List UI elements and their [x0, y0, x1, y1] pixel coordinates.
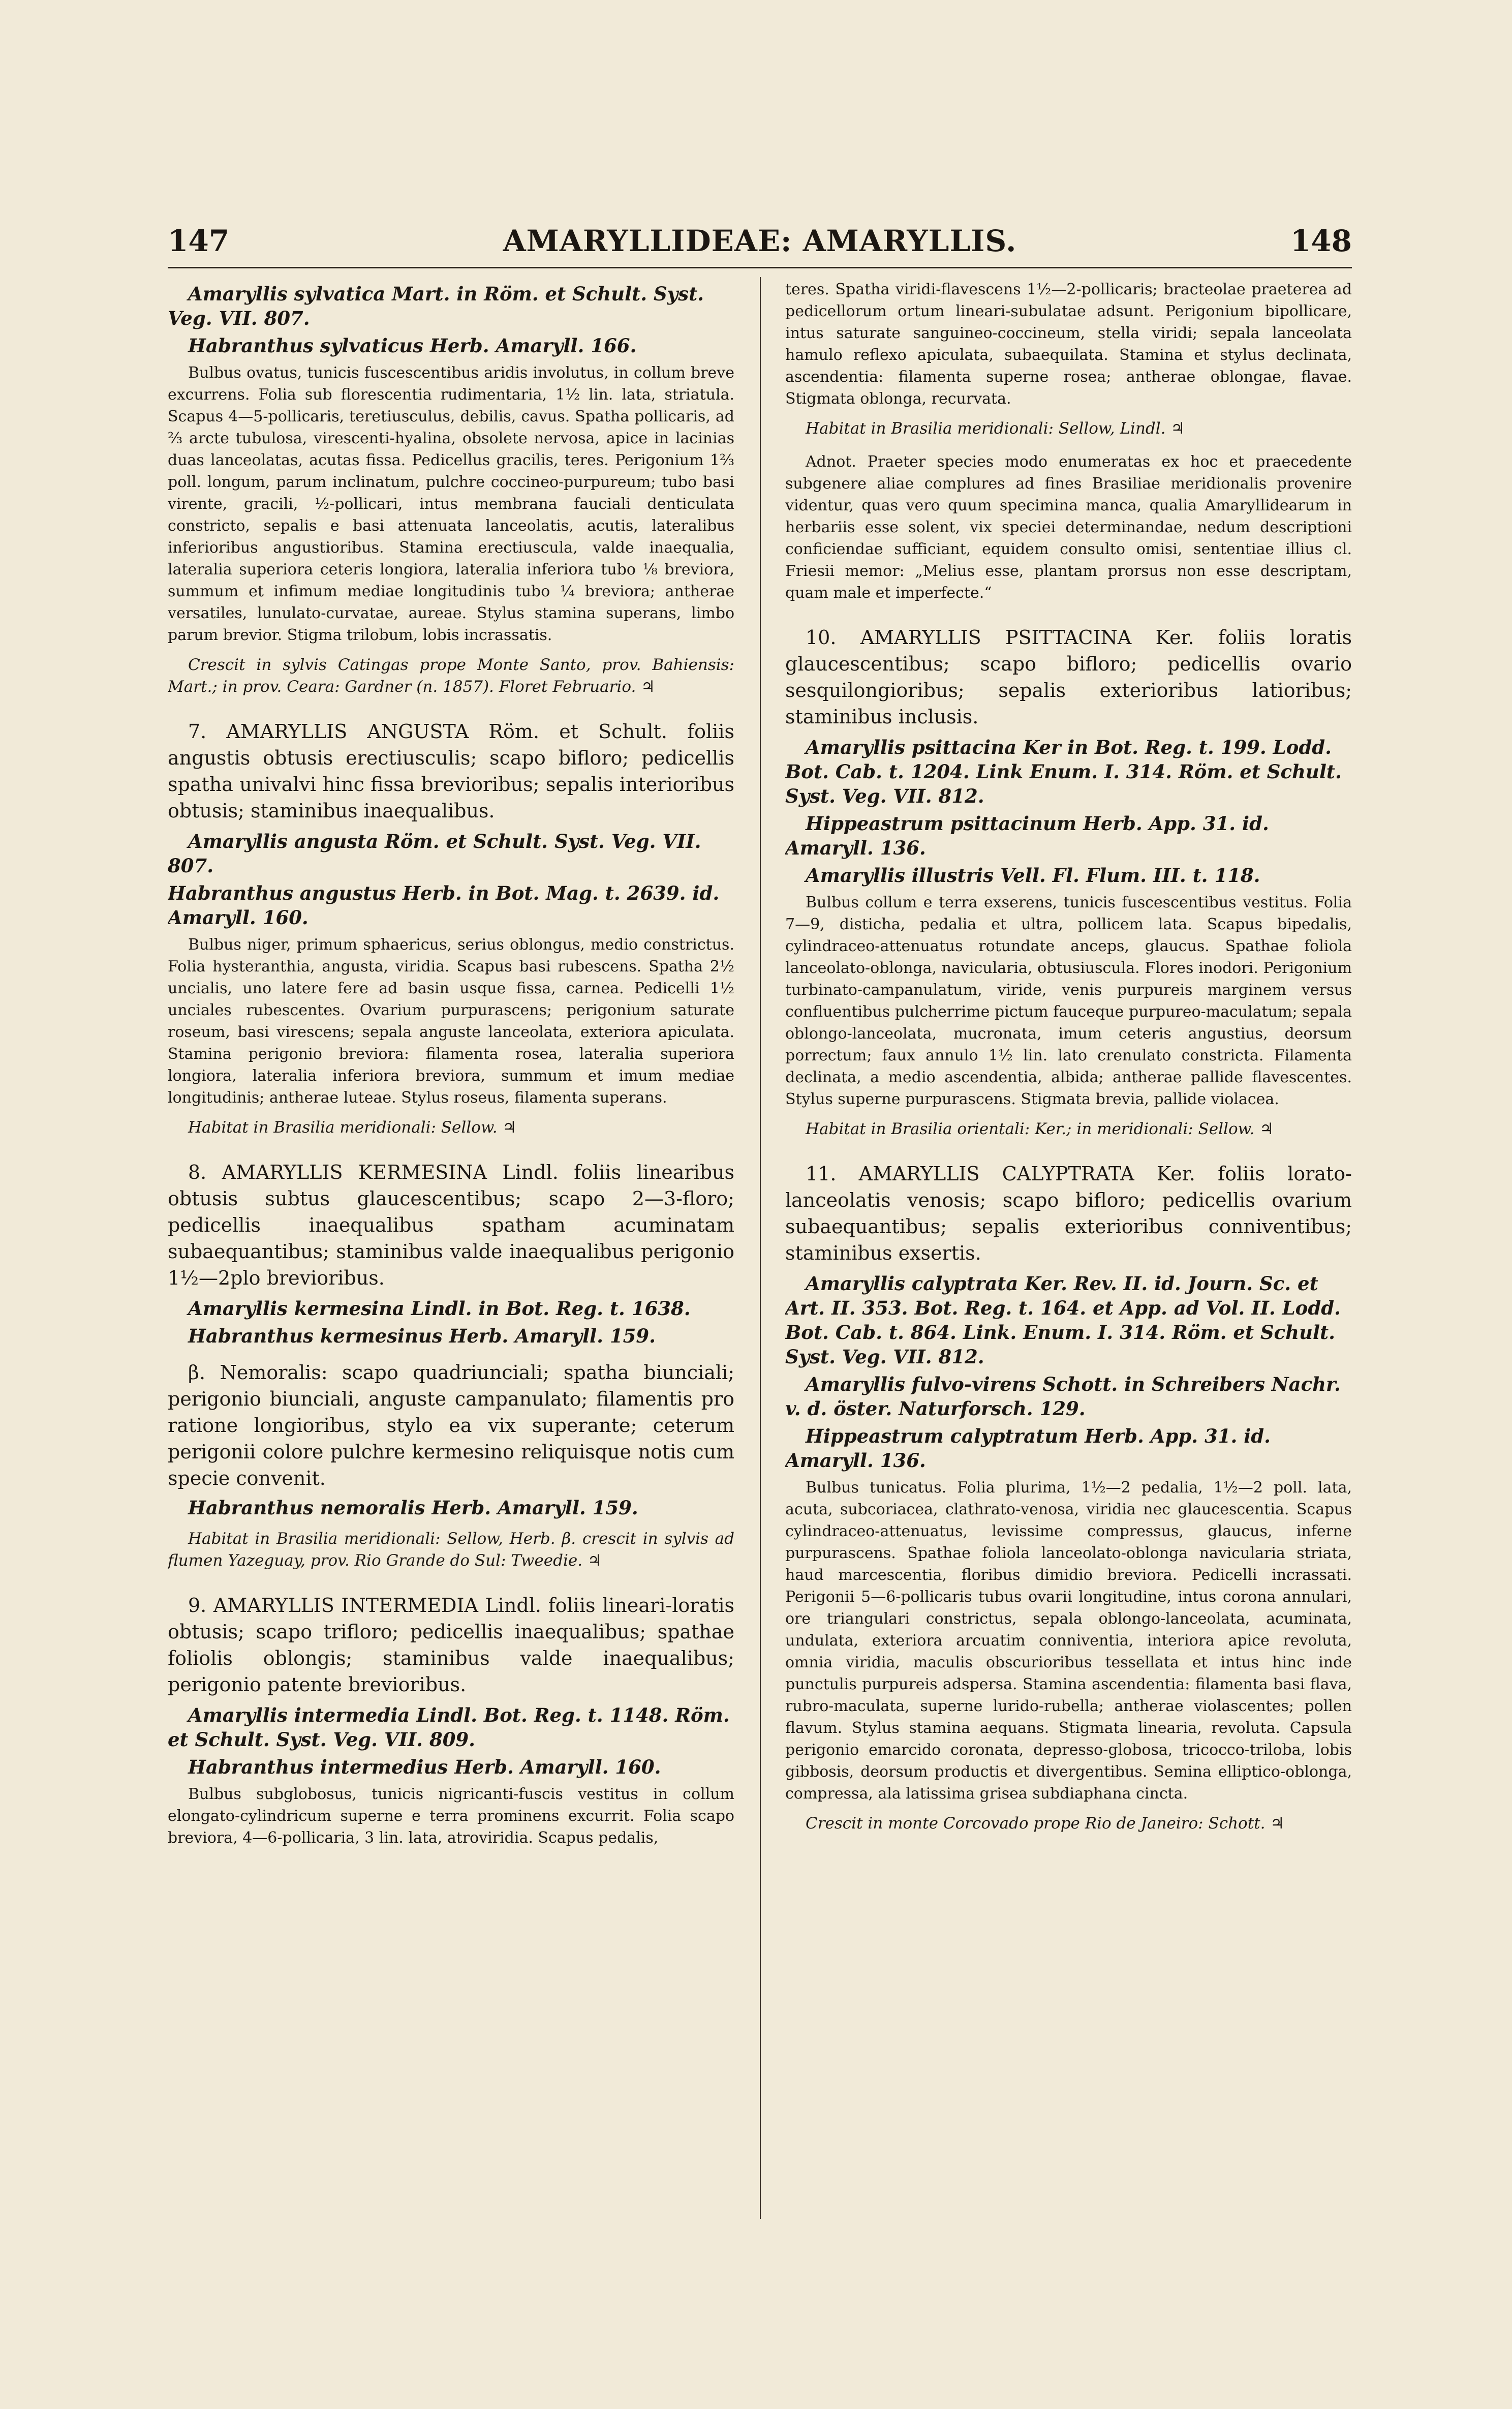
synonym: Habranthus intermedius Herb. Amaryll. 160.	[188, 1756, 661, 1778]
synonym: Amaryllis illustris Vell. Fl. Flum. III. t. 118.	[806, 864, 1260, 887]
description: Bulbus ovatus, tunicis fuscescentibus aridis involutus, in collum breve excurrens. Folia sub florescentia rudimentaria, 1½ lin. lata, striatula. Scapus 4—5-pollicaris, teretiusculus, debilis, cavus. Spatha pollicaris, ad ⅔ arcte tubulosa, virescenti-hyalina, obsolete nervosa, apice in lacinias duas lanceolatas, acutas fissa. Pedicellus gracilis, teres. Perigonium 1⅔ poll. longum, parum inclinatum, pulchre coccineo-purpureum; tubo basi virente, gracili, ½-pollicari, intus membrana fauciali denticulata constricto, sepalis e basi attenuata lanceolatis, acutis, lateralibus inferioribus angustioribus. Stamina erectiuscula, valde inaequalia, lateralia superiora ceteris longiora, lateralia inferiora tubo ⅛ breviora, summum et infimum mediae longitudinis tubo ¼ breviora; antherae versatiles, lunulato-curvatae, aureae. Stylus stamina superans, limbo parum brevior. Stigma trilobum, lobis incrassatis.	[168, 364, 734, 644]
synonym: Amaryllis kermesina Lindl. in Bot. Reg. t. 1638.	[188, 1297, 691, 1320]
synonym: Amaryllis psittacina Ker in Bot. Reg. t. 199. Lodd. Bot. Cab. t. 1204. Link Enum. I. 314. Röm. et Schult. Syst. Veg. VII. 812.	[785, 736, 1342, 807]
species-heading-8: 8. AMARYLLIS KERMESINA Lindl. foliis linearibus obtusis subtus glaucescentibus; scapo 2—3-floro; pedicellis inaequalibus spatham acuminatam subaequantibus; staminibus valde inaequalibus perigonio 1½—2plo brevioribus.	[168, 1161, 734, 1289]
variety-description: β. Nemoralis: scapo quadriunciali; spatha biunciali; perigonio biunciali, anguste campanulato; filamentis pro ratione longioribus, stylo ea vix superante; ceterum perigonii colore pulchre kermesino reliquisque notis cum specie convenit.	[168, 1361, 734, 1489]
habitat: Crescit in sylvis Catingas prope Monte Santo, prov. Bahiensis: Mart.; in prov. Ceara: Gardner (n. 1857). Floret Februario. ♃	[168, 656, 734, 696]
description: Bulbus subglobosus, tunicis nigricanti-fuscis vestitus in collum elongato-cylindricum superne e terra prominens excurrit. Folia scapo breviora, 4—6-pollicaria, 3 lin. lata, atroviridia. Scapus pedalis,	[168, 1785, 734, 1847]
synonym: Habranthus kermesinus Herb. Amaryll. 159.	[188, 1325, 656, 1347]
page-number-left: 147	[168, 224, 230, 258]
left-column	[168, 279, 734, 2225]
synonym: Hippeastrum calyptratum Herb. App. 31. id. Amaryll. 136.	[785, 1425, 1271, 1472]
description: Bulbus collum e terra exserens, tunicis fuscescentibus vestitus. Folia 7—9, disticha, pedalia et ultra, pollicem lata. Scapus bipedalis, cylindraceo-attenuatus rotundate anceps, glaucus. Spathae foliola lanceolato-oblonga, navicularia, obtusiuscula. Flores inodori. Perigonium turbinato-campanulatum, viride, venis purpureis marginem versus confluentibus pulcherrime pictum fauceque purpureo-maculatum; sepala oblongo-lanceolata, mucronata, imum ceteris angustius, deorsum porrectum; faux annulo 1½ lin. lato crenulato constricta. Filamenta declinata, a medio ascendentia, albida; antherae pallide flavescentes. Stylus superne purpurascens. Stigmata brevia, pallide violacea.	[785, 894, 1352, 1108]
synonym: Habranthus nemoralis Herb. Amaryll. 159.	[188, 1497, 638, 1519]
habitat: Habitat in Brasilia meridionali: Sellow. ♃	[188, 1118, 517, 1137]
page-header	[168, 224, 1352, 259]
description-continued: teres. Spatha viridi-flavescens 1½—2-pollicaris; bracteolae praeterea ad pedicellorum ortum lineari-subulatae adsunt. Perigonium bipollicare, intus saturate sanguineo-coccineum, stella viridi; sepala lanceolata hamulo reflexo apiculata, subaequilata. Stamina et stylus declinata, ascendentia: filamenta superne rosea; antherae oblongae, flavae. Stigmata oblonga, recurvata.	[785, 281, 1352, 408]
synonym: Habranthus angustus Herb. in Bot. Mag. t. 2639. id. Amaryll. 160.	[168, 882, 720, 929]
habitat: Habitat in Brasilia meridionali: Sellow, Herb. β. crescit in sylvis ad flumen Yazeguay, prov. Rio Grande do Sul: Tweedie. ♃	[168, 1530, 734, 1570]
habitat: Habitat in Brasilia orientali: Ker.; in meridionali: Sellow. ♃	[806, 1120, 1274, 1138]
description: Bulbus tunicatus. Folia plurima, 1½—2 pedalia, 1½—2 poll. lata, acuta, subcoriacea, clathrato-venosa, viridia nec glaucescentia. Scapus cylindraceo-attenuatus, levissime compressus, glaucus, inferne purpurascens. Spathae foliola lanceolato-oblonga navicularia striata, haud marcescentia, floribus dimidio breviora. Pedicelli incrassati. Perigonii 5—6-pollicaris tubus ovarii longitudine, intus corona annulari, ore triangulari constrictus, sepala oblongo-lanceolata, acuminata, undulata, exteriora arcuatim conniventia, interiora apice revoluta, omnia viridia, maculis obscurioribus tessellata et intus hinc inde punctulis purpureis adspersa. Stamina ascendentia: filamenta basi flava, rubro-maculata, superne lurido-rubella; antherae violascentes; pollen flavum. Stylus stamina aequans. Stigmata linearia, revoluta. Capsula perigonio emarcido coronata, depresso-globosa, tricocco-triloba, lobis gibbosis, deorsum productis et divergentibus. Semina elliptico-oblonga, compressa, ala latissima grisea subdiaphana cincta.	[785, 1479, 1352, 1803]
habitat: Habitat in Brasilia meridionali: Sellow, Lindl. ♃	[806, 419, 1185, 438]
synonym: Amaryllis calyptrata Ker. Rev. II. id. Journ. Sc. et Art. II. 353. Bot. Reg. t. 164. et App. ad Vol. II. Lodd. Bot. Cab. t. 864. Link. Enum. I. 314. Röm. et Schult. Syst. Veg. VII. 812.	[785, 1272, 1341, 1368]
synonym: Amaryllis sylvatica Mart. in Röm. et Schult. Syst. Veg. VII. 807.	[168, 283, 704, 329]
synonym: Amaryllis fulvo-virens Schott. in Schreibers Nachr. v. d. öster. Naturforsch. 129.	[785, 1373, 1341, 1420]
synonym: Amaryllis intermedia Lindl. Bot. Reg. t. 1148. Röm. et Schult. Syst. Veg. VII. 809.	[168, 1704, 730, 1751]
species-heading-7: 7. AMARYLLIS ANGUSTA Röm. et Schult. foliis angustis obtusis erectiusculis; scapo bifloro; pedicellis spatha univalvi hinc fissa brevioribus; sepalis interioribus obtusis; staminibus inaequalibus.	[168, 720, 734, 822]
synonym: Habranthus sylvaticus Herb. Amaryll. 166.	[188, 334, 637, 357]
column-divider	[760, 277, 761, 2219]
right-column	[785, 279, 1352, 2225]
species-heading-10: 10. AMARYLLIS PSITTACINA Ker. foliis loratis glaucescentibus; scapo bifloro; pedicellis ovario sesquilongioribus; sepalis exterioribus latioribus; staminibus inclusis.	[785, 626, 1352, 728]
page-number-right: 148	[1290, 224, 1352, 258]
species-heading-9: 9. AMARYLLIS INTERMEDIA Lindl. foliis lineari-loratis obtusis; scapo trifloro; pedicellis inaequalibus; spathae foliolis oblongis; staminibus valde inaequalibus; perigonio patente brevioribus.	[168, 1594, 734, 1696]
synonym: Amaryllis angusta Röm. et Schult. Syst. Veg. VII. 807.	[168, 830, 701, 877]
annotation: Adnot. Praeter species modo enumeratas ex hoc et praecedente subgenere aliae complures ad fines Brasiliae meridionalis provenire videntur, quas vero quum specimina manca, qualia Amaryllidearum in herbariis esse solent, vix speciei determinandae, nedum descriptioni conficiendae sufficiant, equidem consulto omisi, sententiae illius cl. Friesii memor: „Melius esse, plantam prorsus non esse descriptam, quam male et imperfecte.“	[785, 453, 1352, 602]
synonym: Hippeastrum psittacinum Herb. App. 31. id. Amaryll. 136.	[785, 812, 1269, 859]
species-heading-11: 11. AMARYLLIS CALYPTRATA Ker. foliis lorato-lanceolatis venosis; scapo bifloro; pedicellis ovarium subaequantibus; sepalis exterioribus conniventibus; staminibus exsertis.	[785, 1163, 1352, 1264]
description: Bulbus niger, primum sphaericus, serius oblongus, medio constrictus. Folia hysteranthia, angusta, viridia. Scapus basi rubescens. Spatha 2½ uncialis, uno latere fere ad basin usque fissa, carnea. Pedicelli 1½ unciales rubescentes. Ovarium purpurascens; perigonium saturate roseum, basi virescens; sepala anguste lanceolata, exteriora apiculata. Stamina perigonio breviora: filamenta rosea, lateralia superiora longiora, lateralia inferiora breviora, summum et imum mediae longitudinis; antherae luteae. Stylus roseus, filamenta superans.	[168, 936, 734, 1107]
header-rule	[168, 267, 1352, 268]
habitat: Crescit in monte Corcovado prope Rio de Janeiro: Schott. ♃	[806, 1814, 1285, 1833]
running-title: AMARYLLIDEAE: AMARYLLIS.	[503, 224, 1017, 258]
